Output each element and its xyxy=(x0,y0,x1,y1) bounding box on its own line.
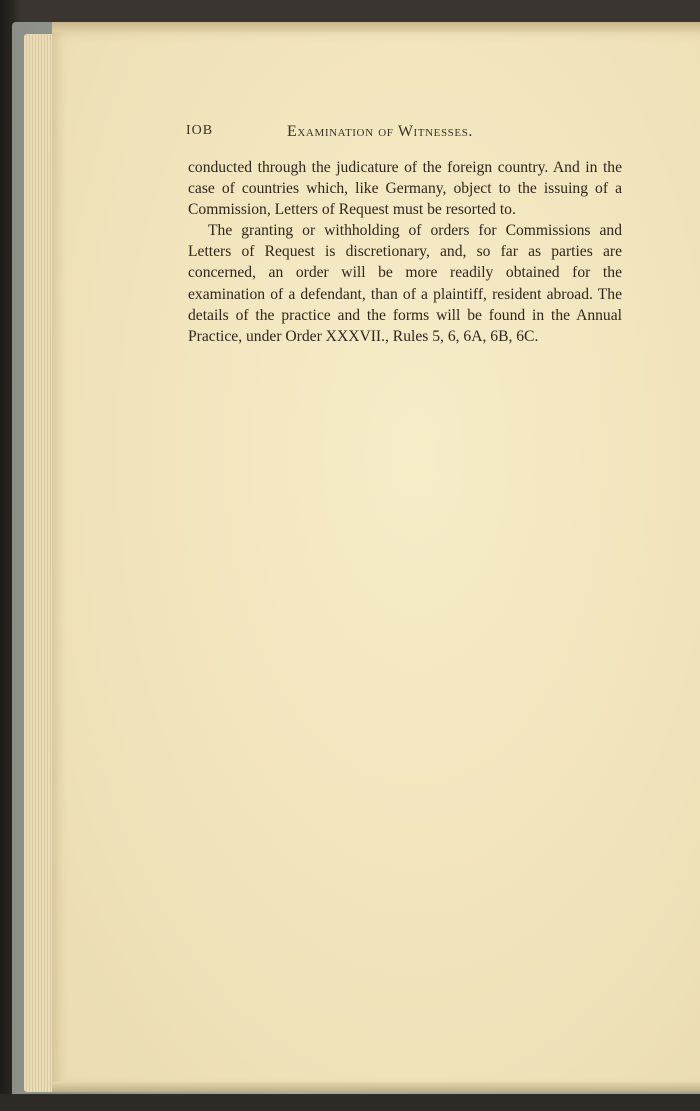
paragraph-orders: The granting or withholding of orders for Commissions and Letters of Request is discretionary, and, so far as parties are concerned, an order will be more readily obtained for the examination of a defendant, than of a plaintiff, resident abroad. The details of the practice and the forms will be found in the Annual Practice, under Order XXXVII., Rules 5, 6, 6A, 6B, 6C. xyxy=(188,222,622,345)
scan-background-bottom xyxy=(0,1094,700,1111)
running-title: Examination of Witnesses. xyxy=(287,123,474,140)
paragraph-continued: conducted through the judicature of the foreign country. And in the case of countries which, like Germany, object to the issuing of a Commission, Letters of Request must be resorted to. xyxy=(188,159,622,219)
body-text xyxy=(188,157,622,347)
page-bottom-shade xyxy=(52,1082,700,1092)
page-number: IOB xyxy=(186,123,214,138)
